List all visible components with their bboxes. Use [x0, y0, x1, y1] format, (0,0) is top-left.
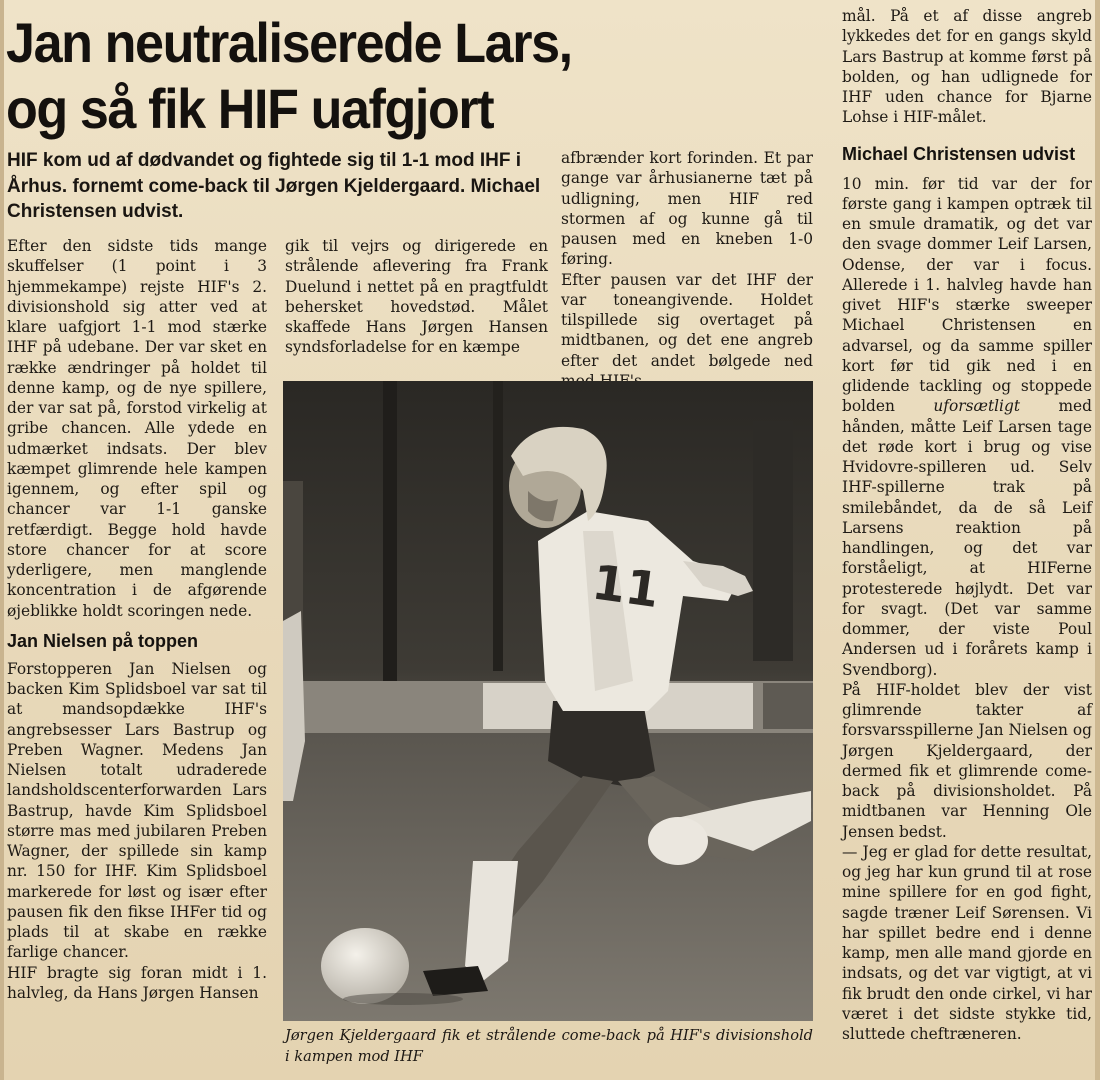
caption-text: Jørgen Kjeldergaard fik et strålende come-back på HIF's divisionshold i kampen mod IHF	[285, 1027, 813, 1065]
body-paragraph-last: HIF bragte sig foran midt i 1. halvleg, da Hans Jørgen Hansen	[7, 963, 267, 1002]
football	[321, 928, 409, 1004]
intro-paragraph: Efter den sidste tids mange skuffelser (1 point i 3 hjemmekampe) rejste HIF's 2. divisionshold sig atter ved at klare uafgjort 1-1 mod stærke IHF på udebane. Der var sket en række ændringer på holdet til denne kamp, og de nye spillere, der var sat på, forstod virkelig at gribe chancen. Alle ydede en udmærket indsats. Der blev kæmpet glimrende hele kampen igennem, og efter spil og chancer var 1-1 ganske retfærdigt. Begge hold havde store chancer for at score yderligere, men manglende koncentration i de afgørende øjeblikke holdt scoringen nede.	[7, 237, 267, 620]
subhead-jan-nielsen: Jan Nielsen på toppen	[7, 630, 199, 651]
body-paragraph: På HIF-holdet blev der vist glimrende takter af forsvarsspillerne Jan Nielsen og Jørgen Kjeldergaard, der dermed fik et glimrende come-back på divisionsholdet. På midtbanen var Henning Ole Jensen bedst.	[842, 680, 1092, 841]
italic-word: uforsætligt	[933, 397, 1021, 416]
article-column-4	[842, 6, 1092, 1044]
headline-line-2: og så fik HIF uafgjort	[6, 77, 494, 140]
body-paragraph: Efter pausen var det IHF der var toneangivende. Holdet tilspillede sig overtaget på midtbanen, og det ene angreb efter det andet bølgede ned	[561, 270, 813, 370]
body-paragraph: mål. På et af disse angreb lykkedes det for en gangs skyld Lars Bastrup at komme først på bolden, og han udlignede for IHF uden chance for Bjarne Lohse i HIF-målet.	[842, 7, 1092, 127]
match-photo	[283, 381, 813, 1021]
headline	[6, 10, 769, 142]
paper-edge-left	[0, 0, 4, 1080]
article-column-3	[561, 148, 813, 391]
body-paragraph: Forstopperen Jan Nielsen og backen Kim Splidsboel var sat til at mandsopdække IHF's angrebsesser Lars Bastrup og Preben Wagner. Medens Jan Nielsen totalt udraderede landsholdscenterforwarden Lars Bastrup, havde Kim Splidsboel større mas med jubilaren Preben Wagner, der spillede sin kamp nr. 150 for IHF. Kim Splidsboel markerede for løst og især efter pausen fik den fikse IHFer tid og plads til at skabe en række farlige chancer.	[7, 659, 267, 962]
shirt-number: 11	[588, 554, 663, 620]
photo-caption	[285, 1025, 813, 1067]
headline-line-1: Jan neutraliserede Lars,	[6, 11, 572, 74]
subhead-michael-christensen: Michael Christensen udvist	[842, 143, 1076, 164]
body-paragraph: afbrænder kort forinden. Et par gange var århusianerne tæt på udligning, men HIF red stormen af og kunne gå til pausen med en kneben 1-0 føring.	[561, 149, 813, 269]
deck-summary: HIF kom ud af dødvandet og fightede sig til 1-1 mod IHF i Århus. fornemt come-back til Jørgen Kjeldergaard. Michael Christensen udvist.	[7, 150, 541, 222]
text-run: med hånden, måtte Leif Larsen tage det røde kort i brug og vise Hvidovre-spilleren ud. Selv IHF-spillerne trak på smilebåndet, da de så Leif Larsens reaktion på handlingen, og det var forståeligt, at HIFerne protesterede højlydt. Det var for svagt. (Det var samme dommer, der viste Poul Andersen ud i forårets kamp i Svendborg).	[842, 397, 1092, 679]
article-column-2	[285, 236, 548, 358]
body-paragraph-quote: — Jeg er glad for dette resultat, og jeg har kun grund til at rose mine spillere for en god fight, sagde træner Leif Sørensen. Vi har spillet bedre end i denne kamp, men alle mand gjorde en indsats, og det var vigtigt, at vi fik brudt den onde cirkel, vi har været i det sidste stykke tid, sluttede cheftræneren.	[842, 842, 1092, 1043]
body-paragraph-red-card	[842, 174, 1092, 680]
article-column-1	[7, 236, 267, 1003]
paper-edge-right	[1095, 0, 1100, 1080]
text-run: 10 min. før tid var der for første gang i kampen optræk til en smule dramatik, og det var den svage dommer Leif Larsen, Odense, der var i focus. Allerede i 1. halvleg havde han givet HIF's stærke sweeper Michael Christensen en advarsel, og da samme spiller kort før tid gik ned i en glidende tackling og stoppede bolden	[842, 174, 1092, 416]
body-paragraph: gik til vejrs og dirigerede en strålende aflevering fra Frank Duelund i nettet på en pragtfuldt behersket hovedstød. Målet skaffede Hans Jørgen Hansen syndsforladelse for en kæmpe	[285, 237, 548, 357]
